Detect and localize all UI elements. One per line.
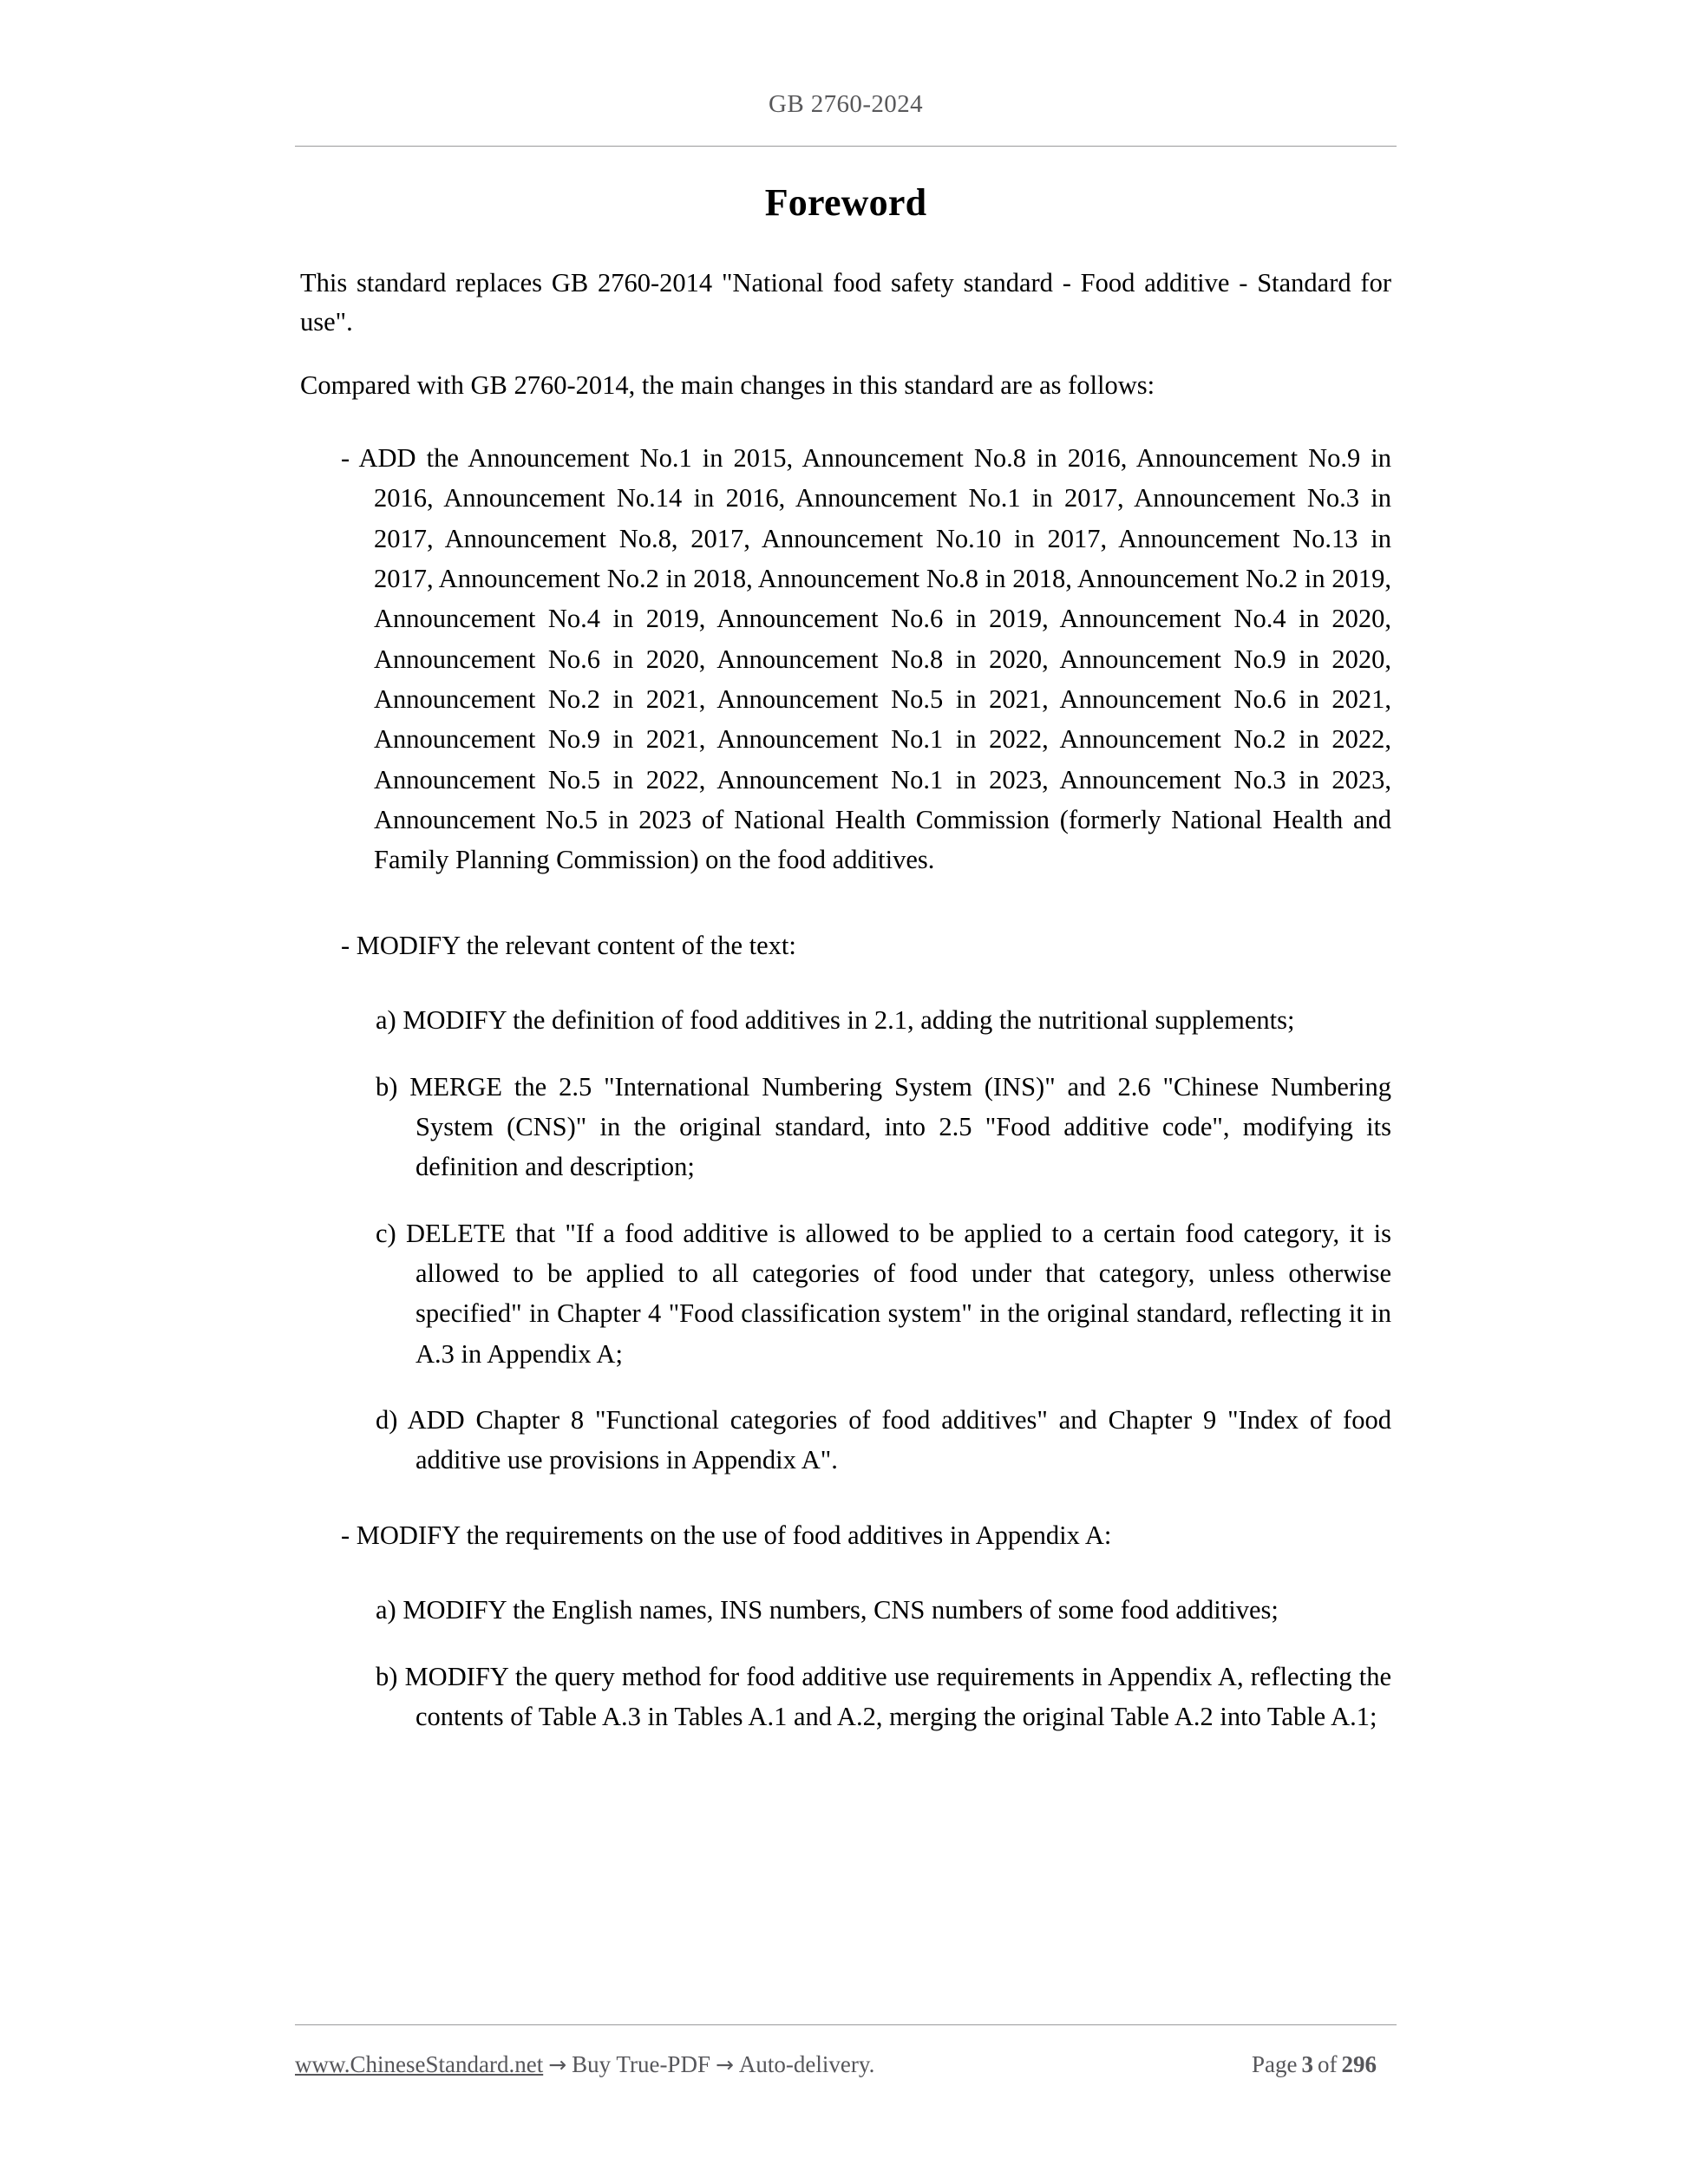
intro-paragraph-changes: Compared with GB 2760-2014, the main changes in this standard are as follows: [300, 370, 1155, 401]
page-number-indicator [1252, 2050, 1397, 2080]
spacer [300, 1507, 1391, 1515]
intro-paragraph-replaces: This standard replaces GB 2760-2014 "National food safety standard - Food additive - Standard for use". [300, 268, 1391, 337]
page-content [300, 182, 1391, 1762]
total-page-count: 296 [1341, 2051, 1377, 2077]
modify-appendix-item-a: a) MODIFY the English names, INS numbers, CNS numbers of some food additives; [376, 1595, 1279, 1625]
current-page-number: 3 [1301, 2051, 1313, 2077]
page-footer [295, 2050, 1397, 2080]
spacer [300, 429, 1391, 438]
footer-divider [295, 2024, 1397, 2025]
of-label: of [1318, 2051, 1338, 2077]
chinesestandard-site-link[interactable]: www.ChineseStandard.net [295, 2051, 544, 2077]
footer-promo [295, 2050, 874, 2080]
header-divider [295, 146, 1397, 147]
modify-text-item-c: c) DELETE that "If a food additive is allowed to be applied to a certain food category, it is allowed to be applied to all categories of food under that category, unless otherwise specified" in Chapter 4 "Food classification system" in the original standard, reflecting it in A.3 in Appendix A; [376, 1218, 1391, 1369]
footer-promo-auto-delivery: Auto-delivery. [738, 2051, 875, 2077]
running-header-standard-code: GB 2760-2024 [769, 90, 923, 118]
page-header [295, 92, 1397, 117]
spacer [300, 1581, 1391, 1590]
spacer [300, 906, 1391, 925]
modify-text-item-a: a) MODIFY the definition of food additives in 2.1, adding the nutritional supplements; [376, 1005, 1295, 1036]
arrow-right-icon: → [548, 2052, 567, 2077]
footer-promo-buy-true-pdf: Buy True-PDF [572, 2051, 710, 2077]
spacer [300, 991, 1391, 1000]
modify-text-item-d: d) ADD Chapter 8 "Functional categories of food additives" and Chapter 9 "Index of food additive use provisions in Appendix A". [376, 1405, 1391, 1475]
change-item-add-announcements: - ADD the Announcement No.1 in 2015, Announcement No.8 in 2016, Announcement No.9 in 2016, Announcement No.14 in 2016, Announcement No.1 in 2017, Announcement No.3 in 2017, Announcement No.8, 2017, Announcement No.10 in 2017, Announcement No.13 in 2017, Announcement No.2 in 2018, Announcement No.8 in 2018, Announcement No.2 in 2019, Announcement No.4 in 2019, Announcement No.6 in 2019, Announcement No.4 in 2020, Announcement No.6 in 2020, Announcement No.8 in 2020, Announcement No.9 in 2020, Announcement No.2 in 2021, Announcement No.5 in 2021, Announcement No.6 in 2021, Announcement No.9 in 2021, Announcement No.1 in 2022, Announcement No.2 in 2022, Announcement No.5 in 2022, Announcement No.1 in 2023, Announcement No.3 in 2023, Announcement No.5 in 2023 of National Health Commission (formerly National Health and Family Planning Commission) on the food additives. [341, 442, 1391, 875]
arrow-right-icon: → [715, 2052, 734, 2077]
page-label: Page [1252, 2051, 1298, 2077]
modify-text-item-b: b) MERGE the 2.5 "International Numbering System (INS)" and 2.6 "Chinese Numbering System (CNS)" in the original standard, into 2.5 "Food additive code", modifying its definition and description; [376, 1071, 1391, 1182]
modify-appendix-item-b: b) MODIFY the query method for food additive use requirements in Appendix A, reflecting the contents of Table A.3 in Tables A.1 and A.2, merging the original Table A.2 into Table A.1; [376, 1661, 1391, 1731]
change-heading-modify-text: - MODIFY the relevant content of the text: [341, 930, 796, 960]
change-heading-modify-appendix: - MODIFY the requirements on the use of food additives in Appendix A: [341, 1520, 1112, 1550]
page-title: Foreword [764, 181, 927, 224]
